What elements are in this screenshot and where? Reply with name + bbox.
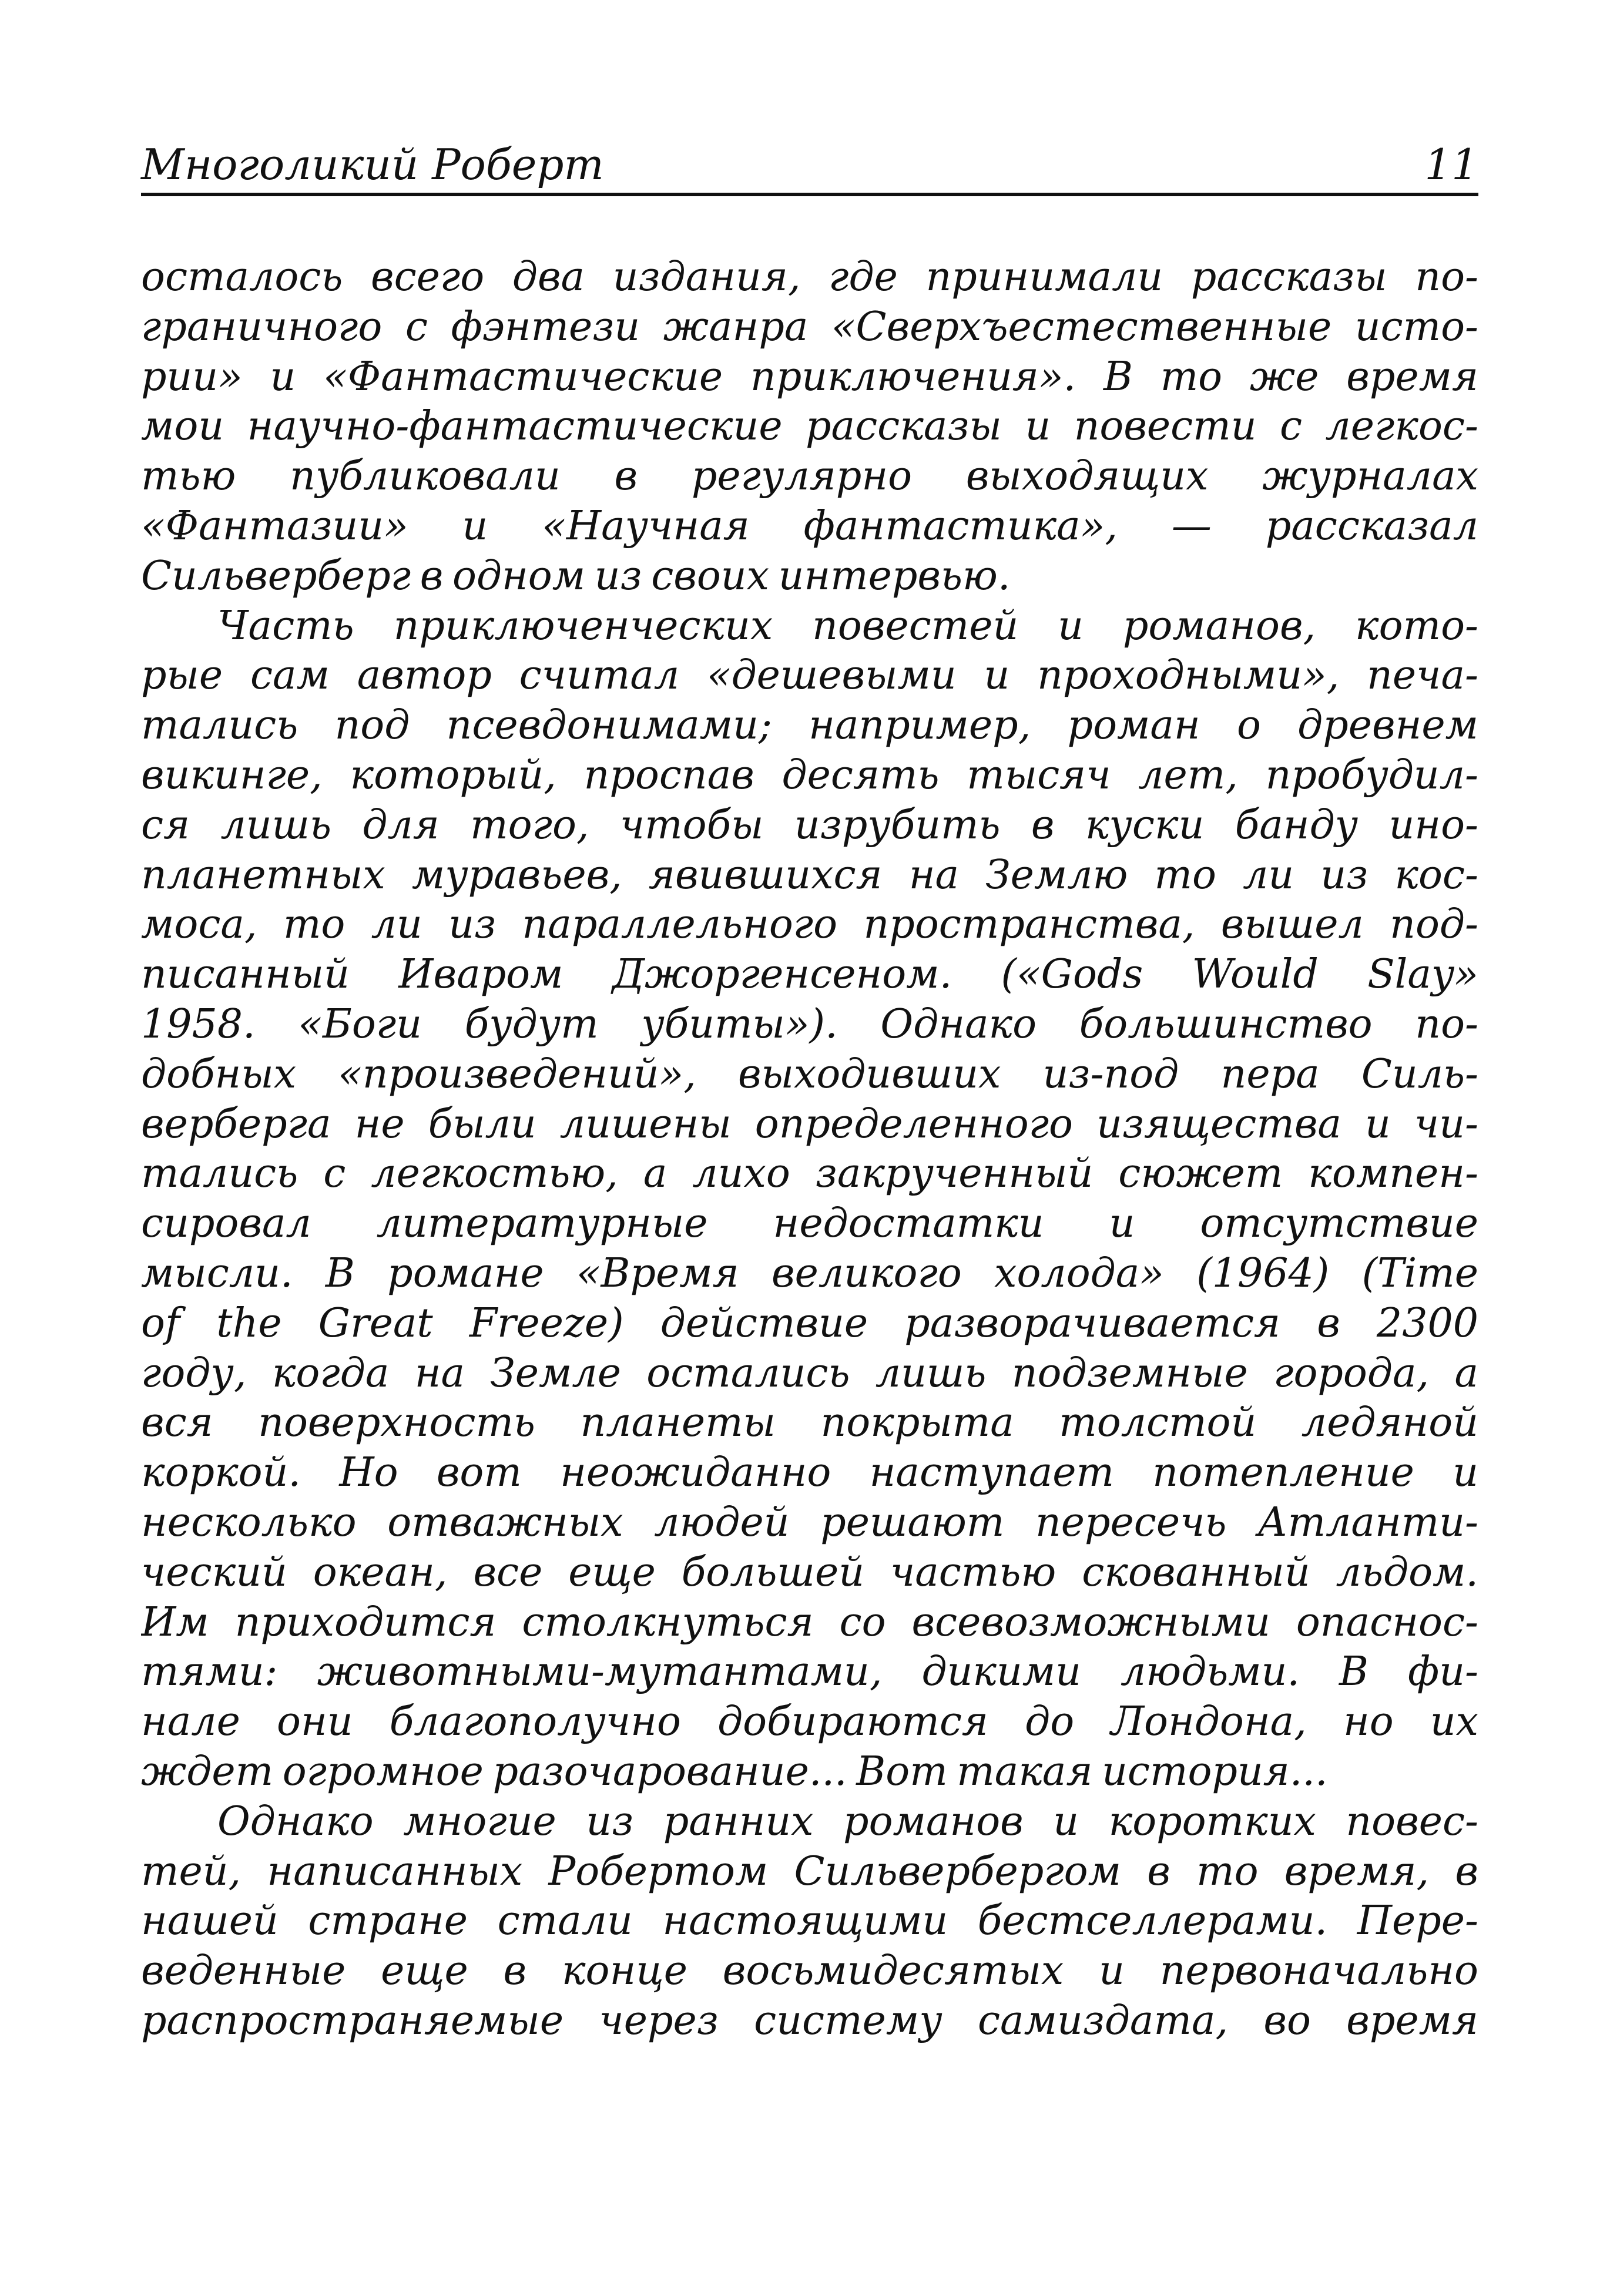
text-line: ческий океан, все еще большей частью скованный льдом. (141, 1549, 1478, 1596)
paragraph-start-line: Часть приключенческих повестей и романов, кото- (217, 602, 1478, 649)
text-line: нашей стране стали настоящими бестселлерами. Пере- (141, 1898, 1478, 1945)
text-line: рии» и «Фантастические приключения». В то же время (141, 353, 1478, 400)
text-line: of the Great Freeze) действие разворачивается в 2300 (141, 1300, 1478, 1347)
text-line: тались с легкостью, а лихо закрученный сюжет компен- (141, 1150, 1478, 1197)
text-line: году, когда на Земле остались лишь подземные города, а (141, 1350, 1478, 1397)
text-line: «Фантазии» и «Научная фантастика», — рассказал (141, 502, 1478, 549)
text-line: викинге, который, проспав десять тысяч лет, пробудил- (141, 751, 1478, 798)
text-line: вся поверхность планеты покрыта толстой ледяной (141, 1399, 1478, 1446)
paragraph-start-line: Однако многие из ранних романов и коротких повес- (217, 1798, 1478, 1845)
body-text (141, 253, 1478, 2046)
text-line: осталось всего два издания, где принимали рассказы по- (141, 254, 1478, 300)
text-line: 1958. «Боги будут убиты»). Однако большинство по- (141, 1001, 1478, 1048)
text-line: тались под псевдонимами; например, роман о древнем (141, 702, 1478, 749)
text-line: тью публиковали в регулярно выходящих журналах (141, 453, 1478, 500)
text-line: ся лишь для того, чтобы изрубить в куски банду ино- (141, 801, 1478, 848)
text-line: верберга не были лишены определенного изящества и чи- (141, 1100, 1478, 1147)
text-line: Им приходится столкнуться со всевозможными опаснос- (141, 1599, 1478, 1646)
text-line: веденные еще в конце восьмидесятых и первоначально (141, 1948, 1478, 1995)
text-line: нале они благополучно добираются до Лондона, но их (141, 1698, 1478, 1746)
text-line: сировал литературные недостатки и отсутствие (141, 1200, 1478, 1247)
text-line: тями: животными-мутантами, дикими людьми. В фи- (141, 1649, 1478, 1696)
running-header (141, 136, 1478, 196)
text-line: добных «произведений», выходивших из-под пера Силь- (141, 1050, 1478, 1097)
text-line: граничного с фэнтези жанра «Сверхъестественные исто- (141, 303, 1478, 350)
text-line: тей, написанных Робертом Сильвербергом в то время, в (141, 1848, 1478, 1895)
running-title: Многоликий Роберт (141, 140, 604, 189)
text-line: несколько отважных людей решают пересечь Атланти- (141, 1499, 1478, 1546)
page-number: 11 (1424, 140, 1478, 189)
text-line: рые сам автор считал «дешевыми и проходными», печа- (141, 652, 1478, 699)
text-line: планетных муравьев, явившихся на Землю то ли из кос- (141, 851, 1478, 898)
text-line: мои научно-фантастические рассказы и повести с легкос- (141, 403, 1478, 450)
text-line: мысли. В романе «Время великого холода» (1964) (Time (141, 1250, 1478, 1297)
text-line: коркой. Но вот неожиданно наступает потепление и (141, 1449, 1478, 1496)
text-line: распространяемые через систему самиздата, во время (141, 1997, 1478, 2044)
text-line: писанный Иваром Джоргенсеном. («Gods Would Slay» (141, 951, 1478, 998)
text-line: моса, то ли из параллельного пространства, вышел под- (141, 901, 1478, 948)
paragraph-end-line: Сильверберг в одном из своих интервью. (141, 552, 1011, 599)
paragraph-end-line: ждет огромное разочарование... Вот такая история... (141, 1748, 1328, 1795)
